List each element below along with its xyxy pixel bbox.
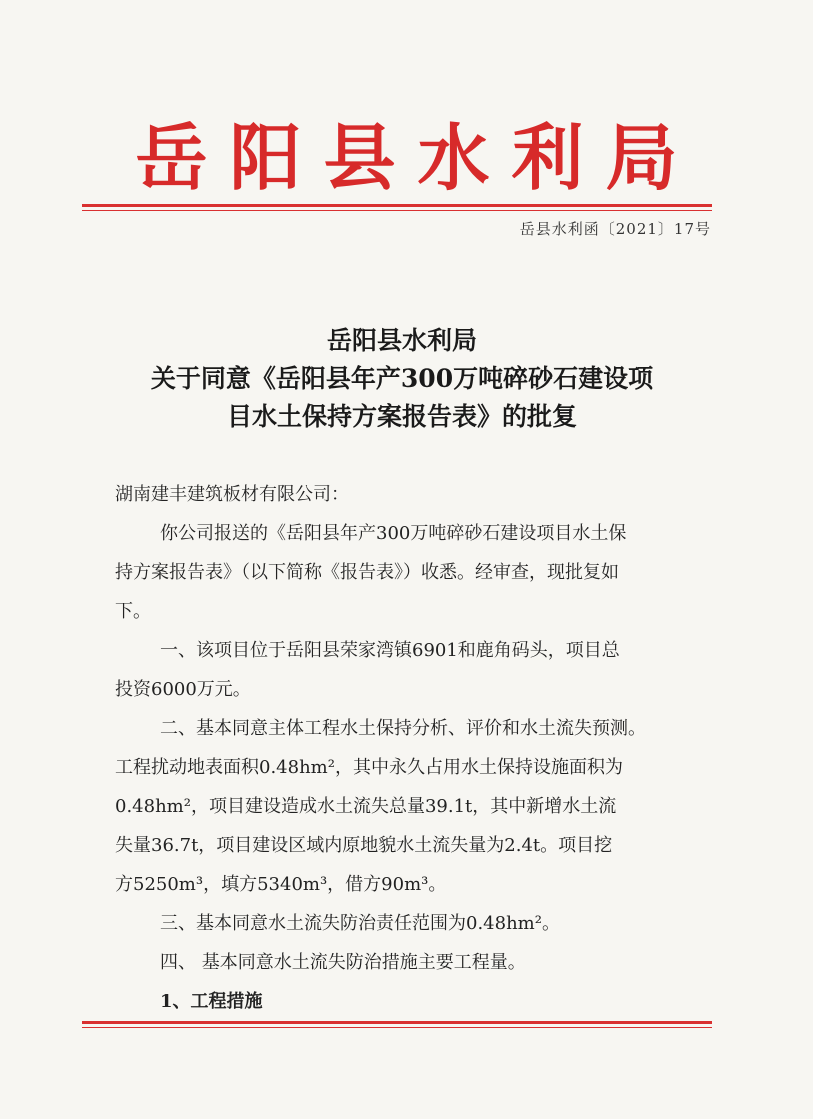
body-line: 下。 (115, 601, 151, 622)
body-line: 投资6000万元。 (115, 679, 251, 700)
body-line: 方5250m³，填方5340m³，借方90m³。 (115, 874, 447, 895)
footer-rule-thin (82, 1027, 712, 1028)
header-rule-thin (82, 210, 712, 211)
body-line: 持方案报告表》（以下简称《报告表》）收悉。经审查，现批复如 (115, 562, 619, 583)
body-line: 0.48hm²，项目建设造成水土流失总量39.1t，其中新增水土流 (115, 796, 617, 817)
salutation: 湖南建丰建筑板材有限公司： (115, 484, 349, 505)
title-line-3: 目水土保持方案报告表》的批复 (226, 402, 577, 431)
body-line: 你公司报送的《岳阳县年产300万吨碎砂石建设项目水土保 (160, 523, 627, 544)
document-number: 岳县水利函〔2021〕17号 (519, 220, 711, 238)
body-line: 四、 基本同意水土流失防治措施主要工程量。 (160, 952, 526, 973)
organization-header: 岳阳县水利局 (135, 115, 700, 200)
header-rule-thick (82, 204, 712, 207)
body-line: 二、基本同意主体工程水土保持分析、评价和水土流失预测。 (160, 718, 646, 739)
body-line: 失量36.7t，项目建设区域内原地貌水土流失量为2.4t。项目挖 (115, 835, 613, 856)
footer-rule-thick (82, 1021, 712, 1024)
title-line-2: 关于同意《岳阳县年产300万吨碎砂石建设项 (150, 364, 654, 393)
body-line: 工程扰动地表面积0.48hm²，其中永久占用水土保持设施面积为 (115, 757, 623, 778)
title-line-1: 岳阳县水利局 (326, 326, 477, 355)
body-line: 一、该项目位于岳阳县荣家湾镇6901和鹿角码头，项目总 (160, 640, 620, 661)
body-line: 三、基本同意水土流失防治责任范围为0.48hm²。 (160, 913, 560, 934)
section-heading: 1、工程措施 (160, 991, 263, 1012)
